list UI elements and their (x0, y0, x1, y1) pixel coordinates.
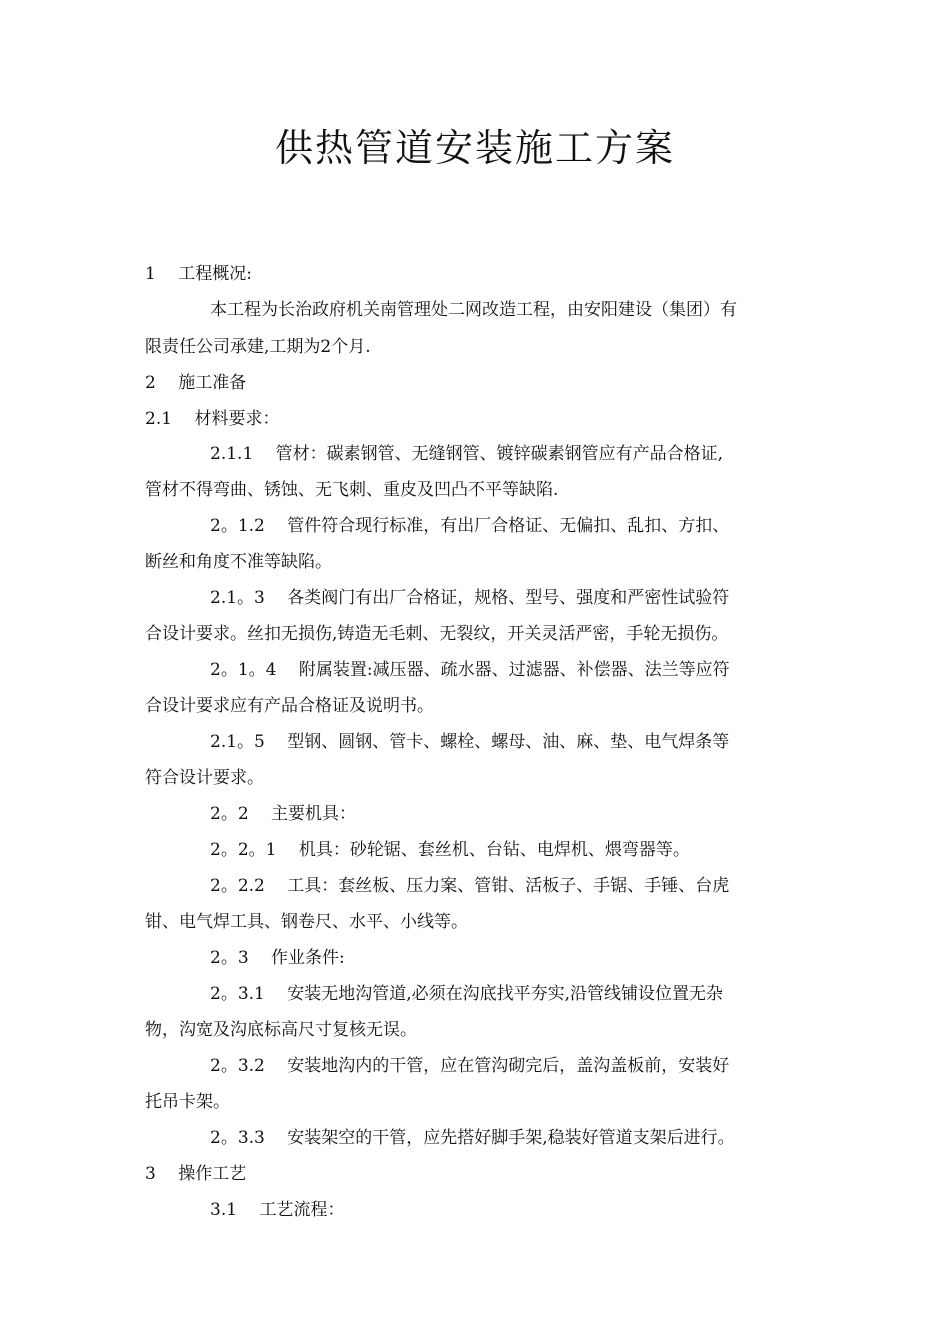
paragraph-line: 2。3.3 安装架空的干管，应先搭好脚手架,稳装好管道支架后进行。 (210, 1128, 735, 1148)
paragraph-line: 钳、电气焊工具、钢卷尺、水平、小线等。 (145, 912, 468, 932)
subsection-heading: 2。2 主要机具： (210, 804, 357, 824)
subsection-heading: 3.1 工艺流程： (210, 1200, 345, 1220)
paragraph-line: 限责任公司承建,工期为2个月. (145, 337, 371, 357)
subsection-heading: 2.1 材料要求： (145, 409, 280, 429)
paragraph-line: 符合设计要求。 (145, 768, 264, 788)
subsection-heading: 2。3 作业条件: (210, 948, 345, 968)
paragraph-line: 合设计要求。丝扣无损伤,铸造无毛刺、无裂纹，开关灵活严密，手轮无损伤。 (145, 624, 729, 644)
paragraph-line: 2.1.1 管材：碳素钢管、无缝钢管、镀锌碳素钢管应有产品合格证, (210, 444, 724, 464)
section-heading: 1 工程概况: (145, 264, 252, 284)
paragraph-line: 2。2.2 工具：套丝板、压力案、管钳、活板子、手锯、手锤、台虎 (210, 876, 730, 896)
paragraph-line: 本工程为长治政府机关南管理处二网改造工程，由安阳建设（集团）有 (210, 300, 737, 320)
paragraph-line: 2。1。4 附属装置:减压器、疏水器、过滤器、补偿器、法兰等应符 (210, 660, 730, 680)
section-heading: 2 施工准备 (145, 373, 247, 393)
paragraph-line: 2。1.2 管件符合现行标准，有出厂合格证、无偏扣、乱扣、方扣、 (210, 516, 730, 536)
paragraph-line: 2。3.1 安装无地沟管道,必须在沟底找平夯实,沿管线铺设位置无杂 (210, 984, 724, 1004)
paragraph-line: 断丝和角度不准等缺陷。 (145, 552, 332, 572)
paragraph-line: 2.1。3 各类阀门有出厂合格证，规格、型号、强度和严密性试验符 (210, 588, 730, 608)
paragraph-line: 2。2。1 机具：砂轮锯、套丝机、台钻、电焊机、煨弯器等。 (210, 840, 690, 860)
paragraph-line: 托吊卡架。 (145, 1092, 230, 1112)
document-title: 供热管道安装施工方案 (274, 126, 675, 170)
section-heading: 3 操作工艺 (145, 1164, 247, 1184)
paragraph-line: 2。3.2 安装地沟内的干管，应在管沟砌完后，盖沟盖板前，安装好 (210, 1056, 730, 1076)
paragraph-line: 物，沟宽及沟底标高尺寸复核无误。 (145, 1020, 417, 1040)
paragraph-line: 合设计要求应有产品合格证及说明书。 (145, 696, 434, 716)
paragraph-line: 2.1。5 型钢、圆钢、管卡、螺栓、螺母、油、麻、垫、电气焊条等 (210, 732, 730, 752)
paragraph-line: 管材不得弯曲、锈蚀、无飞刺、重皮及凹凸不平等缺陷. (145, 480, 559, 500)
